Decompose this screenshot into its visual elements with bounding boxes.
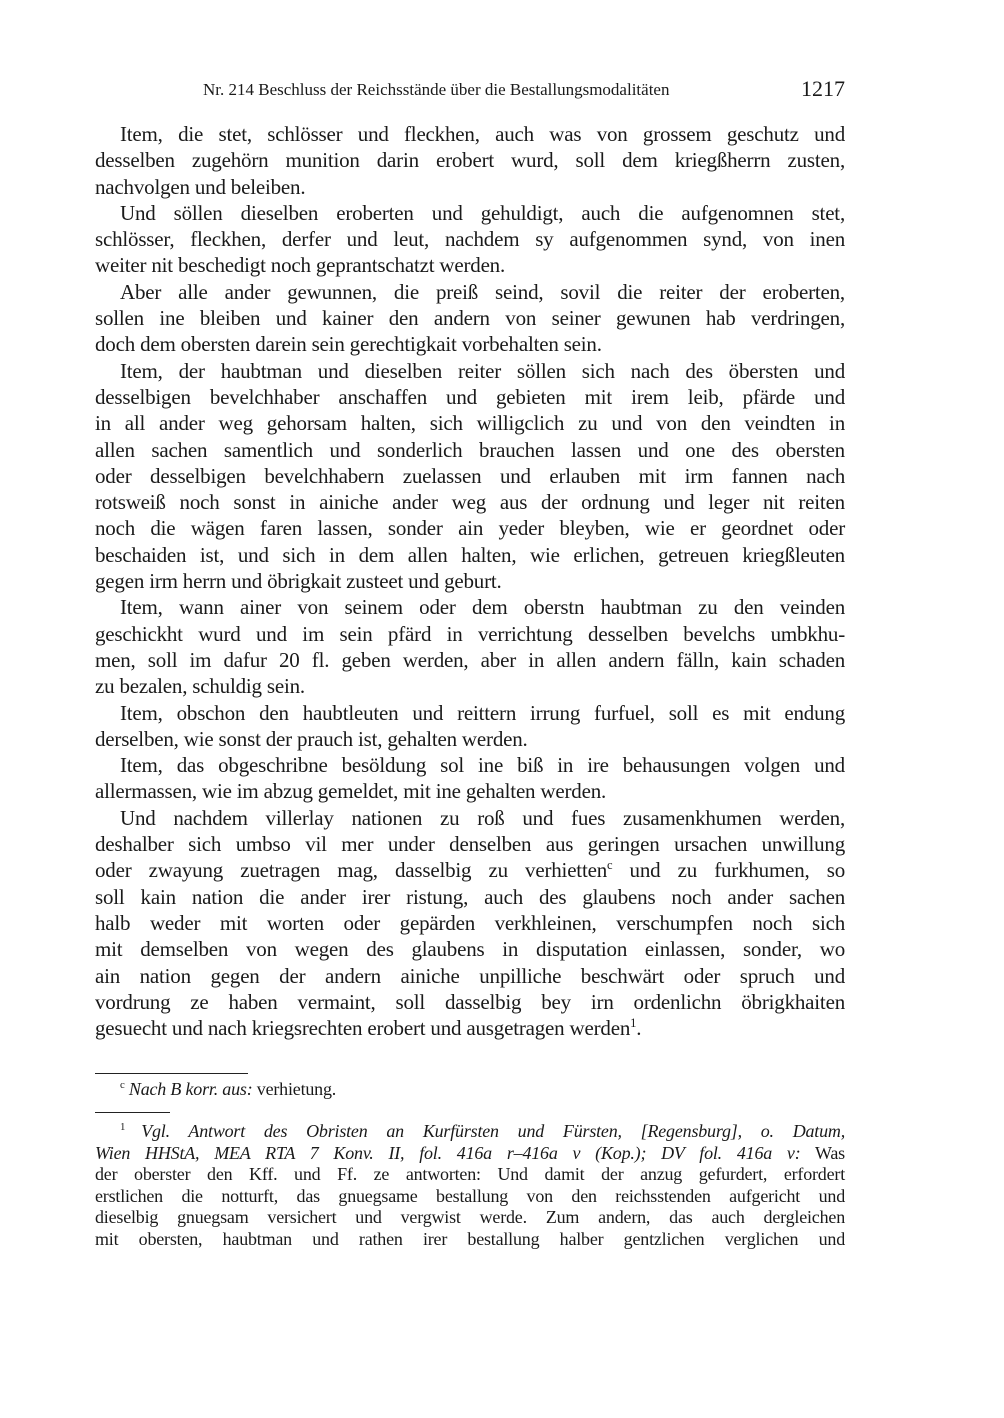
text-line <box>95 384 845 410</box>
text-line <box>95 910 845 936</box>
line-text: Item, wann ainer von seinem oder dem oberstn haubtman zu den veinden <box>120 595 845 620</box>
footnote-line <box>95 1207 845 1229</box>
line-text: rotsweiß noch sonst in ainiche ander weg aus der ordnung und leger nit reiten <box>95 490 845 515</box>
text-line <box>95 936 845 962</box>
text-line <box>95 226 845 252</box>
footnote-reference[interactable]: c <box>607 858 613 873</box>
line-text: men, soll im dafur 20 fl. geben werden, aber in allen andern fälln, kain schaden <box>95 647 845 672</box>
line-text: zu bezalen, schuldig sein. <box>95 674 305 699</box>
line-text: weiter nit beschedigt noch geprantschatzt werden. <box>95 253 506 278</box>
footnote-text: Was <box>800 1142 845 1163</box>
text-line <box>95 673 845 699</box>
line-text: Und söllen dieselben eroberten und gehuldigt, auch die aufgenomnen stet, <box>120 200 845 225</box>
text-line <box>95 647 845 673</box>
text-line <box>95 463 845 489</box>
footnote-line <box>95 1164 845 1186</box>
footnote-italic: Nach B korr. aus: <box>128 1079 253 1099</box>
line-text: und zu furkhumen, so <box>612 858 846 883</box>
running-title: Nr. 214 Beschluss der Reichsstände über die Bestallungsmodalitäten <box>203 80 670 99</box>
text-line <box>95 726 845 752</box>
text-line <box>95 778 845 804</box>
line-text: allen sachen samentlich und sonderlich brauchen lassen und one des obersten <box>95 437 845 462</box>
footnote-text: dieselbig gnuegsam versichert und vergwist werde. Zum andern, das auch dergleichen <box>95 1207 845 1227</box>
line-text: derselben, wie sonst der prauch ist, gehalten werden. <box>95 726 528 751</box>
footnote-line <box>95 1229 845 1251</box>
line-text: oder zwayung zuetragen mag, dasselbig zu verhietten <box>95 858 608 883</box>
footnote-line <box>95 1186 845 1208</box>
text-line <box>95 279 845 305</box>
line-text: noch die wägen faren lassen, sonder ain yeder bleyben, wie er geordnet oder <box>95 516 845 541</box>
footnote-text: der oberster den Kff. und Ff. ze antworten: Und damit der anzug gefurdert, erfordert <box>95 1164 845 1184</box>
text-line <box>95 963 845 989</box>
line-text: oder desselbigen bevelchhabern zuelassen und erlauben mit irm fannen nach <box>95 463 845 488</box>
text-line <box>95 1015 845 1041</box>
footnote-separator <box>95 1112 170 1113</box>
text-line <box>95 594 845 620</box>
text-line <box>95 121 845 147</box>
line-text: geschickht wurd und im sein pfärd in verrichtung desselben bevelchs umbkhu- <box>95 621 845 646</box>
footnote-reference[interactable]: 1 <box>630 1015 637 1030</box>
text-line <box>95 147 845 173</box>
text-line <box>95 252 845 278</box>
line-text: schlösser, fleckhen, derfer und leut, nachdem sy aufgenommen synd, von inen <box>95 227 845 252</box>
line-text: . <box>636 1016 642 1041</box>
line-text: beschaiden ist, und sich in dem allen halten, wie erlichen, getreuen kriegßleuten <box>95 542 845 567</box>
line-text: doch dem obersten darein sein gerechtigkait vorbehalten sein. <box>95 332 602 357</box>
main-text <box>95 121 845 1041</box>
text-line <box>95 752 845 778</box>
line-text: gesuecht und nach kriegsrechten erobert und ausgetragen werden <box>95 1016 631 1041</box>
line-text: Item, die stet, schlösser und fleckhen, auch was von grossem geschutz und <box>120 122 845 146</box>
line-text: vordrung ze haben vermaint, soll dasselbig bey irn ordenlichn öbrigkhaiten <box>95 989 845 1014</box>
footnote-1 <box>95 1121 845 1250</box>
line-text: deshalber sich umbso vil mer under denselben aus geringen ursachen unwillung <box>95 832 845 857</box>
text-line <box>95 805 845 831</box>
line-text: in all ander weg gehorsam halten, sich willigclich zu und von den veindten in <box>95 411 845 436</box>
footnote-separator <box>95 1073 248 1074</box>
footnote-c <box>95 1079 845 1101</box>
line-text: gegen irm herrn und öbrigkait zusteet und geburt. <box>95 569 502 594</box>
line-text: nachvolgen und beleiben. <box>95 174 306 199</box>
line-text: Und nachdem villerlay nationen zu roß und fues zusamenkhumen werden, <box>120 805 845 830</box>
page-number: 1217 <box>801 76 845 101</box>
text-line <box>95 358 845 384</box>
text-line <box>95 305 845 331</box>
text-line <box>95 568 845 594</box>
text-line <box>95 331 845 357</box>
footnote-italic: Wien HHStA, MEA RTA 7 Konv. II, fol. 416a r–416a v (Kop.); DV fol. 416a v: <box>95 1142 801 1163</box>
line-text: Item, das obgeschribne besöldung sol ine biß in ire behausungen volgen und <box>120 753 845 778</box>
line-text: allermassen, wie im abzug gemeldet, mit ine gehalten werden. <box>95 779 607 804</box>
text-line <box>95 621 845 647</box>
footnote-text: verhietung. <box>252 1079 337 1099</box>
text-line <box>95 200 845 226</box>
line-text: sollen ine bleiben und kainer den andern von seiner gewunen hab verdringen, <box>95 306 845 331</box>
footnote-italic: Vgl. Antwort des Obristen an Kurfürsten und Fürsten, [Regensburg], o. Datum, <box>141 1121 845 1141</box>
footnote-marker: c <box>120 1078 125 1091</box>
line-text: Item, obschon den haubtleuten und reittern irrung furfuel, soll es mit endung <box>120 700 845 725</box>
footnote-line <box>95 1121 845 1143</box>
line-text: soll kain nation die ander irer ristung, auch des glaubens noch ander sachen <box>95 884 845 909</box>
text-line <box>95 515 845 541</box>
text-line <box>95 884 845 910</box>
line-text: ain nation gegen der andern ainiche unpilliche beschwärt oder spruch und <box>95 963 845 988</box>
text-line <box>95 857 845 883</box>
line-text: desselbigen bevelchhaber anschaffen und gebieten mit irem leib, pfärde und <box>95 384 845 409</box>
line-text: mit demselben von wegen des glaubens in disputation einlassen, sonder, wo <box>95 937 845 962</box>
text-line <box>95 437 845 463</box>
text-line <box>95 489 845 515</box>
footnote-marker: 1 <box>120 1120 126 1133</box>
line-text: desselben zugehörn munition darin erobert wurd, soll dem kriegßherrn zusten, <box>95 148 845 173</box>
line-text: halb weder mit worten oder gepärden verkhleinen, verschumpfen noch sich <box>95 910 845 935</box>
line-text: Aber alle ander gewunnen, die preiß seind, sovil die reiter der eroberten, <box>120 279 845 304</box>
text-line <box>95 174 845 200</box>
footnote-line <box>95 1143 845 1165</box>
text-line <box>95 989 845 1015</box>
text-line <box>95 700 845 726</box>
line-text: Item, der haubtman und dieselben reiter söllen sich nach des öbersten und <box>120 358 845 383</box>
text-line <box>95 542 845 568</box>
footnote-text: mit obersten, haubtman und rathen irer bestallung halber gentzlichen verglichen und <box>95 1228 845 1249</box>
footnote-text: erstlichen die notturft, das gnuegsame bestallung von den reichsstenden aufgericht und <box>95 1185 845 1206</box>
text-line <box>95 410 845 436</box>
text-line <box>95 831 845 857</box>
